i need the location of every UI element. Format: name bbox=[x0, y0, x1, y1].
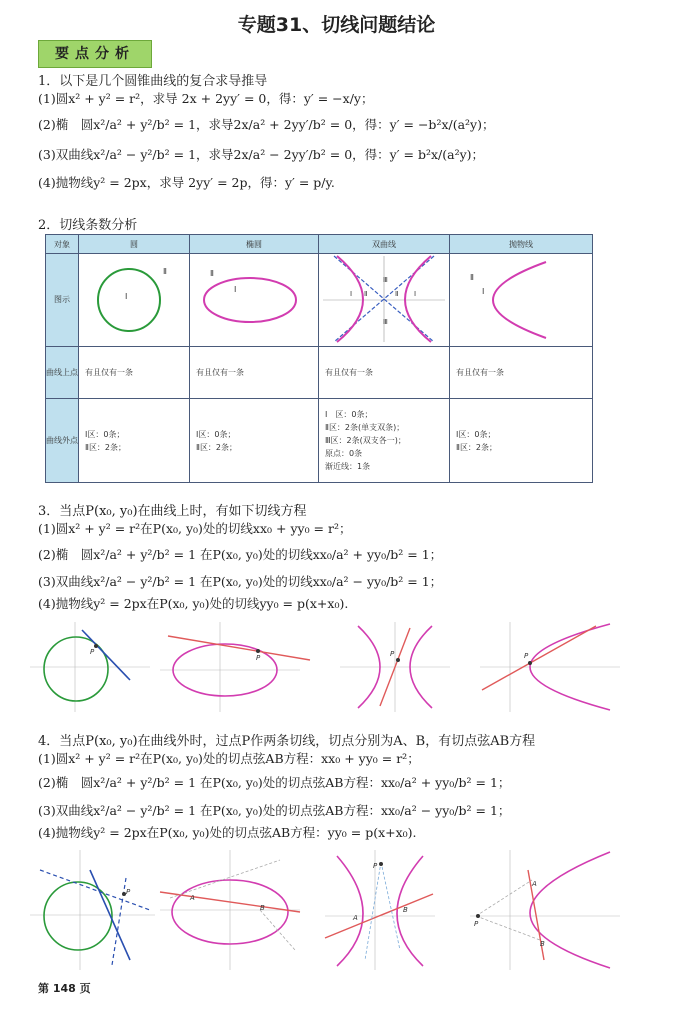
svg-text:P: P bbox=[390, 650, 395, 658]
s4-fig-hyper bbox=[325, 850, 435, 970]
s4-heading: 4．当点P(x₀, y₀)在曲线外时，过点P作两条切线，切点分别为A、B，有切点弦AB方程 bbox=[38, 734, 536, 749]
svg-text:A: A bbox=[532, 880, 537, 888]
s4-fig-parab bbox=[470, 850, 620, 970]
fig-hyper-zone3a: Ⅲ bbox=[383, 276, 388, 284]
fig-hyper-zone2a: Ⅱ bbox=[364, 290, 368, 298]
s3-fig-parab bbox=[480, 622, 620, 712]
svg-text:P: P bbox=[474, 920, 479, 928]
fig-ellipse-zone1: Ⅰ bbox=[234, 285, 237, 294]
out-parab-2: Ⅱ区：2条； bbox=[456, 442, 498, 452]
out-parabola bbox=[450, 399, 593, 483]
s3-fig-ellipse bbox=[160, 622, 310, 712]
s1-line-2: (2)椭 圆x²/a² + y²/b² = 1，求导2x/a² + 2yy′/b² = 0，得：y′ = −b²x/(a²y)； bbox=[38, 117, 495, 132]
svg-text:P: P bbox=[373, 862, 378, 870]
out-hyper-3: Ⅲ区：2条(双支各一)； bbox=[325, 436, 406, 445]
s1-heading: 1．以下是几个圆锥曲线的复合求导推导 bbox=[38, 74, 268, 89]
col-parabola: 抛物线 bbox=[450, 235, 593, 254]
svg-text:A: A bbox=[190, 894, 195, 902]
s2-heading: 2．切线条数分析 bbox=[38, 218, 138, 233]
fig-parab-zone2: Ⅱ bbox=[470, 273, 474, 282]
s4-fig-circle bbox=[30, 850, 155, 970]
svg-text:P: P bbox=[126, 888, 131, 896]
s1-line-1: (1)圆x² + y² = r²，求导 2x + 2yy′ = 0，得：y′ = −x/y； bbox=[38, 91, 374, 106]
row-outside-label: 曲线外点 bbox=[46, 399, 79, 483]
fig-hyper-zone1b: Ⅰ bbox=[414, 290, 417, 298]
fig-parabola bbox=[450, 254, 593, 347]
out-circle-2: Ⅱ区：2条； bbox=[85, 442, 127, 452]
col-ellipse: 椭圆 bbox=[190, 235, 319, 254]
s3-line-2: (2)椭 圆x²/a² + y²/b² = 1 在P(x₀, y₀)处的切线xx₀/a² + yy₀/b² = 1； bbox=[38, 547, 443, 562]
col-object: 对象 bbox=[46, 235, 79, 254]
out-hyper-5: 渐近线：1条 bbox=[325, 462, 371, 471]
out-hyperbola bbox=[319, 399, 450, 483]
svg-text:P: P bbox=[524, 652, 529, 660]
on-hyperbola: 有且仅有一条 bbox=[319, 347, 450, 399]
s3-fig-circle bbox=[30, 622, 150, 712]
s3-line-4: (4)抛物线y² = 2px在P(x₀, y₀)处的切线yy₀ = p(x+x₀). bbox=[38, 596, 349, 611]
svg-text:B: B bbox=[260, 904, 265, 912]
svg-text:B: B bbox=[540, 940, 545, 948]
s1-line-3: (3)双曲线x²/a² − y²/b² = 1，求导2x/a² − 2yy′/b² = 0，得：y′ = b²x/(a²y)； bbox=[38, 147, 485, 162]
on-circle: 有且仅有一条 bbox=[79, 347, 190, 399]
col-hyperbola: 双曲线 bbox=[319, 235, 450, 254]
fig-hyper-zone3b: Ⅲ bbox=[383, 318, 388, 326]
fig-hyperbola bbox=[319, 254, 450, 347]
s4-line-1: (1)圆x² + y² = r²在P(x₀, y₀)处的切点弦AB方程：xx₀ + yy₀ = r²； bbox=[38, 751, 420, 766]
fig-circle-zone1: Ⅰ bbox=[125, 292, 128, 301]
fig-hyper-zone1a: Ⅰ bbox=[350, 290, 353, 298]
out-ellipse-1: Ⅰ区：0条； bbox=[196, 429, 236, 439]
fig-circle bbox=[79, 254, 190, 347]
s3-heading: 3．当点P(x₀, y₀)在曲线上时，有如下切线方程 bbox=[38, 504, 307, 519]
out-ellipse-2: Ⅱ区：2条； bbox=[196, 442, 238, 452]
s3-line-3: (3)双曲线x²/a² − y²/b² = 1 在P(x₀, y₀)处的切线xx₀/a² − yy₀/b² = 1； bbox=[38, 574, 443, 589]
out-hyper-2: Ⅱ区：2条(单支双条)； bbox=[325, 423, 405, 432]
page-title: 专题31、切线问题结论 bbox=[237, 14, 436, 36]
fig-ellipse-zone2: Ⅱ bbox=[210, 269, 214, 278]
s4-line-3: (3)双曲线x²/a² − y²/b² = 1 在P(x₀, y₀)处的切点弦AB方程：xx₀/a² − yy₀/b² = 1； bbox=[38, 803, 511, 818]
section-badge: 要点分析 bbox=[38, 40, 152, 68]
svg-text:B: B bbox=[403, 906, 408, 914]
out-hyper-1: Ⅰ 区：0条； bbox=[325, 410, 373, 419]
svg-text:P: P bbox=[90, 648, 95, 656]
out-circle bbox=[79, 399, 190, 483]
tangent-count-table bbox=[45, 234, 593, 483]
fig-ellipse bbox=[190, 254, 319, 347]
col-circle: 圆 bbox=[79, 235, 190, 254]
fig-hyper-zone2b: Ⅱ bbox=[395, 290, 399, 298]
s4-line-4: (4)抛物线y² = 2px在P(x₀, y₀)处的切点弦AB方程：yy₀ = p(x+x₀). bbox=[38, 825, 417, 840]
on-parabola: 有且仅有一条 bbox=[450, 347, 593, 399]
s4-figures bbox=[30, 850, 650, 970]
s1-line-4: (4)抛物线y² = 2px，求导 2yy′ = 2p，得：y′ = p/y. bbox=[38, 175, 335, 190]
row-on-curve-label: 曲线上点 bbox=[46, 347, 79, 399]
out-ellipse bbox=[190, 399, 319, 483]
fig-parab-zone1: Ⅰ bbox=[482, 287, 485, 296]
fig-circle-zone2: Ⅱ bbox=[163, 267, 167, 276]
s3-line-1: (1)圆x² + y² = r²在P(x₀, y₀)处的切线xx₀ + yy₀ = r²； bbox=[38, 521, 352, 536]
out-hyper-4: 原点：0条 bbox=[325, 449, 363, 458]
s3-figures bbox=[30, 622, 650, 712]
s3-fig-hyper bbox=[340, 622, 450, 712]
on-ellipse: 有且仅有一条 bbox=[190, 347, 319, 399]
svg-text:A: A bbox=[353, 914, 358, 922]
s4-fig-ellipse bbox=[160, 850, 300, 970]
out-parab-1: Ⅰ区：0条； bbox=[456, 429, 496, 439]
page-number: 第 148 页 bbox=[38, 982, 91, 995]
row-figure-label: 图示 bbox=[46, 254, 79, 347]
s4-line-2: (2)椭 圆x²/a² + y²/b² = 1 在P(x₀, y₀)处的切点弦AB方程：xx₀/a² + yy₀/b² = 1； bbox=[38, 775, 511, 790]
svg-text:P: P bbox=[256, 654, 261, 662]
out-circle-1: Ⅰ区：0条； bbox=[85, 429, 125, 439]
